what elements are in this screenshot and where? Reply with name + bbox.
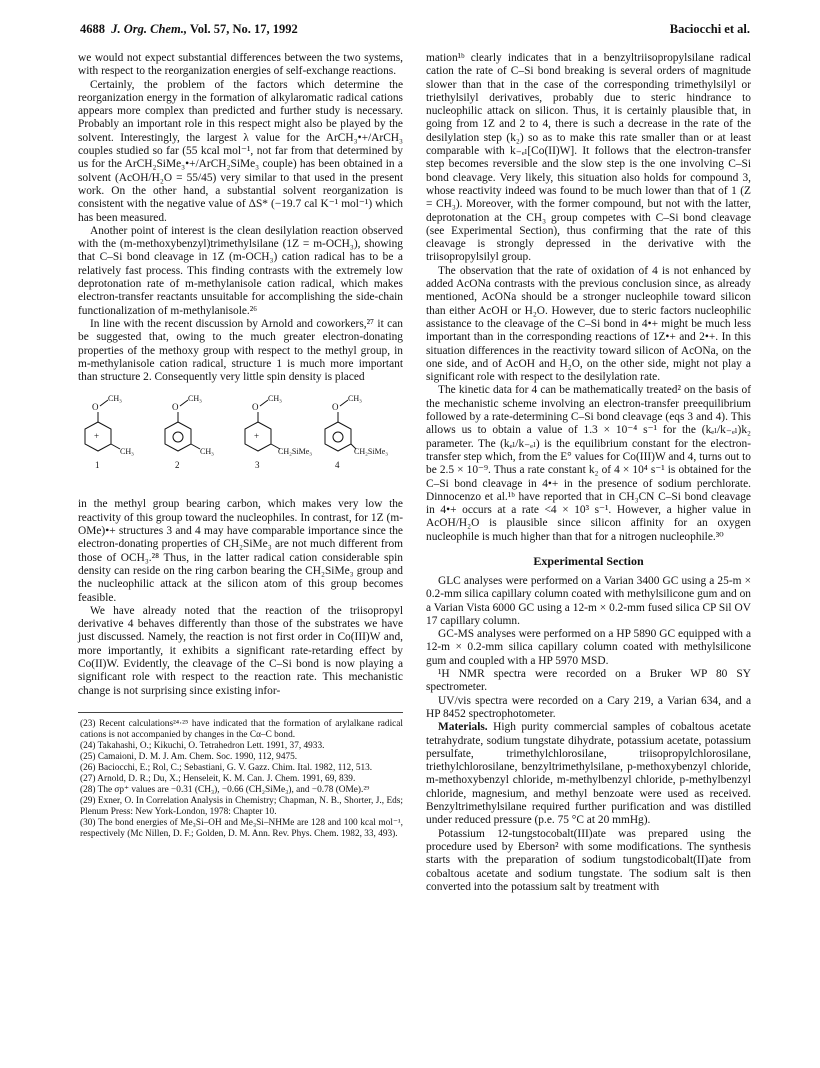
footnote: (29) Exner, O. In Correlation Analysis in Chemistry; Chapman, N. B., Shorter, J., Eds; Plenum Press: New York-London, 1978: Chapter 10.	[80, 795, 403, 817]
section-title: Experimental Section	[533, 553, 644, 568]
ch3-label: CH₃	[200, 447, 214, 457]
structure-3	[245, 394, 312, 470]
volume-info: Vol. 57, No. 17, 1992	[189, 22, 298, 36]
ch3-label: CH₃	[120, 447, 134, 457]
svg-text:+: +	[94, 431, 100, 442]
structure-number: 4	[335, 460, 340, 471]
footnote: (25) Camaioni, D. M. J. Am. Chem. Soc. 1990, 112, 9475.	[80, 751, 298, 762]
page-number: 4688	[80, 22, 105, 36]
paragraph: The observation that the rate of oxidation of 4 is not enhanced by added AcONa contrasts with the previous conclusion since, as already mentioned, AcONa should be a stronger nucleophile toward silicon than either AcOH or H₂O. However, due to steric factors nucleophilic assistance to the cleavage of the C–Si bond in 4•+ might be much less important than in the corresponding reactions of 1Z•+ and 2•+. In this situation differences in the reactivity toward silicon of AcONa, on the one side, and of AcOH and H₂O, on the other side, might not play a significant role with respect to the desilylation rate.	[426, 264, 751, 384]
structure-number: 1	[95, 460, 100, 471]
ch2sime3-label: CH₂SiMe₃	[278, 447, 313, 457]
footnote: (24) Takahashi, O.; Kikuchi, O. Tetrahedron Lett. 1991, 37, 4933.	[80, 740, 325, 751]
right-column	[426, 52, 751, 894]
resonance-structures-svg	[78, 392, 403, 492]
structure-number: 3	[255, 460, 260, 471]
structure-1	[85, 394, 134, 470]
svg-text:O: O	[172, 402, 179, 413]
paragraph: mation¹ᵇ clearly indicates that in a benzyltriisopropylsilane radical cation the rate of C–Si bond breaking is several orders of magnitude slower than that in the case of the corresponding trimethylsilyl or triethylsilyl derivatives, probably due to steric hindrance to nucleophilic attack on silicon. Thus, it is certainly plausible that, in going from 1Z and 2 to 4, there is such a decrease in the rate of the desilylation step (k₂) so as to make this rate smaller than or at least comparable with k₋ₑₗ[Co(II)W]. It follows that the electron-transfer step becomes reversible and the slow step is the one involving C–Si bond cleavage. Very likely, this situation also holds for compound 3, whose reactivity indeed was found to be much lower than that of 1 (Z = CH₃). Moreover, with the former compound, but not with the latter, deprotonation at the CH₃ group competes with C–Si bond cleavage (see Experimental Section), thus confirming that the rate of this cleavage is strongly depressed in the derivative with the triisopropylsilyl group.	[426, 52, 751, 264]
left-column	[78, 52, 403, 840]
paragraph: Another point of interest is the clean desilylation reaction observed with the (m-methoxybenzyl)trimethylsilane (1Z = m-OCH₃), showing that C–Si bond cleavage in 1Z (m-OCH₃) cation radical has to be a relatively fast process. This finding contrasts with the extremely low deprotonation rate of m-methylanisole cation radical, which makes electron-transfer reactants unsuitable for accomplishing the side-chain functionalization of m-methylanisole.²⁶	[78, 224, 403, 317]
header-left	[80, 22, 298, 37]
resonance-structures-figure	[78, 392, 403, 492]
footnotes	[78, 712, 403, 840]
materials-heading: Materials.	[438, 721, 488, 734]
footnote: (26) Baciocchi, E.; Rol, C.; Sebastiani, G. V. Gazz. Chim. Ital. 1982, 112, 513.	[80, 762, 373, 773]
svg-text:+: +	[254, 431, 260, 442]
svg-text:O: O	[252, 402, 259, 413]
structure-2	[165, 394, 214, 470]
footnote: (28) The σp⁺ values are −0.31 (CH₃), −0.66 (CH₂SiMe₃), and −0.78 (OMe).²⁹	[80, 784, 370, 795]
paragraph: In line with the recent discussion by Arnold and coworkers,²⁷ it can be suggested that, owing to the much greater electron-donating properties of the methoxy group with respect to the methyl group, in m-methylanisole cation radical, structure 1 is much more important than structure 2. Consequently very little spin density is placed	[78, 317, 403, 384]
paragraph: We have already noted that the reaction of the triisopropyl derivative 4 behaves differently than those of the substrates we have just discussed. Namely, the reaction is not first order in Co(III)W and, more importantly, it exhibits a significant rate-retarding effect by Co(II)W. Evidently, the cleavage of the C–Si bond is now playing a significant role with respect to the reaction rate. This mechanistic change is not surprising since existing infor-	[78, 604, 403, 697]
structure-4	[325, 394, 388, 470]
paragraph: The kinetic data for 4 can be mathematically treated² on the basis of the mechanistic scheme involving an electron-transfer preequilibrium followed by a rate-determining C–Si bond cleavage (eqs 3 and 4). This allows us to obtain a value of 1.3 × 10⁻⁴ s⁻¹ for the (kₑₗ/k₋ₑₗ)k₂ parameter. The (kₑₗ/k₋ₑₗ) is the equilibrium constant for the electron-transfer step which, from the E° values for Co(III)W and 4, turns out to be 2.5 × 10⁻⁹. Thus a rate constant k₂ of 4 × 10⁴ s⁻¹ is obtained for the C–Si bond cleavage in 4•+ in the presence of sodium perchlorate. Dinnocenzo et al.¹ᵇ have reported that in CH₃CN C–Si bond cleavage in 4•+ occurs at a rate <4 × 10³ s⁻¹. However, a higher value in AcOH/H₂O is plausible since silicon affinity for an oxygen nucleophile is much higher than that for a nitrogen nucleophile.³⁰	[426, 384, 751, 543]
ch3-label: CH₃	[188, 394, 202, 404]
paragraph: in the methyl group bearing carbon, which makes very low the reactivity of this group toward the nucleophiles. In contrast, for 1Z (m-OMe)•+ structures 3 and 4 may have comparable importance since the electron-donating properties of CH₂SiMe₃ are not much different from those of OCH₃.²⁸ Thus, in the latter radical cation considerable spin density can reside on the ring carbon bearing the CH₂SiMe₃ group and the nucleophilic attack at the silicon atom of this group becomes feasible.	[78, 498, 403, 604]
svg-text:O: O	[92, 402, 99, 413]
materials-text: High purity commercial samples of cobaltous acetate tetrahydrate, sodium tungstate dihydrate, potassium acetate, potassium persulfate, trimethylchlorosilane, triisopropylchlorosilane, triethylchlorosilane, benzyltrimethylsilane, p-methoxybenzyl chloride, m-methoxybenzyl chloride, m-methylbenzyl chloride, p-methylbenzyl chloride, magnesium, and methyl benzoate were used as received. Benzyltrimethylsilane required further purification and was distilled under reduced pressure (p.e. 75 °C at 20 mmHg).	[426, 721, 751, 827]
paragraph: UV/vis spectra were recorded on a Cary 219, a Varian 634, and a HP 8452 spectrophotometer.	[426, 694, 751, 720]
materials-paragraph	[426, 721, 751, 827]
journal-name: J. Org. Chem.,	[111, 22, 187, 36]
paragraph: GC-MS analyses were performed on a HP 5890 GC equipped with a 12-m × 0.2-mm silica capillary column coated with methylsilicone gum and coupled with a HP 5970 MSD.	[426, 628, 751, 667]
ch3-label: CH₃	[268, 394, 282, 404]
ch2sime3-label: CH₂SiMe₃	[354, 447, 389, 457]
running-header	[80, 22, 750, 40]
structure-number: 2	[175, 460, 180, 471]
footnote: (27) Arnold, D. R.; Du, X.; Henseleit, K. M. Can. J. Chem. 1991, 69, 839.	[80, 773, 356, 784]
svg-text:O: O	[332, 402, 339, 413]
ch3-label: CH₃	[348, 394, 362, 404]
footnote: (30) The bond energies of Me₃Si–OH and Me₃Si–NHMe are 128 and 100 kcal mol⁻¹, respectively (Mc Nillen, D. F.; Golden, D. M. Ann. Rev. Phys. Chem. 1982, 33, 493).	[80, 817, 403, 839]
paragraph: ¹H NMR spectra were recorded on a Bruker WP 80 SY spectrometer.	[426, 668, 751, 694]
paragraph: Certainly, the problem of the factors which determine the reorganization energy in the formation of alkylaromatic radical cations appears more complex than predicted and further study is necessary. Probably an important role in this respect might also be played by the solvent. Interestingly, the largest λ value for the ArCH₃•+/ArCH₃ couples studied so far (55 kcal mol⁻¹, not far from that determined by us for the ArCH₂SiMe₃•+/ArCH₂SiMe₃ couple) has been obtained in a solvent (AcOH/H₂O = 55/45) very similar to that used in the present work. On the other hand, a substantial solvent reorganization is consistent with the negative value of ΔS* (−19.7 cal K⁻¹ mol⁻¹) which has been measured.	[78, 78, 403, 224]
paragraph: GLC analyses were performed on a Varian 3400 GC using a 25-m × 0.2-mm silica capillary column coated with methylsilicone gum and on a Varian Vista 6000 GC using a 12-m × 0.2-mm fused silica CP Sil OV 17 capillary column.	[426, 574, 751, 627]
header-authors: Baciocchi et al.	[669, 22, 750, 36]
paragraph: Potassium 12-tungstocobalt(III)ate was prepared using the procedure used by Eberson² with some modifications. The synthesis starts with the preparation of sodium tungstodicobalt(II)ate from cobaltous acetate and sodium tungstate. The sodium salt is then converted into the potassium salt by treatment with	[426, 827, 751, 893]
paragraph: we would not expect substantial differences between the two systems, with respect to the reorganization energies of self-exchange reactions.	[78, 52, 403, 78]
ch3-label: CH₃	[108, 394, 122, 404]
footnote: (23) Recent calculations²⁴·²⁵ have indicated that the formation of arylalkane radical cations is not accompanied by changes in the Cα–C bond.	[80, 718, 403, 740]
